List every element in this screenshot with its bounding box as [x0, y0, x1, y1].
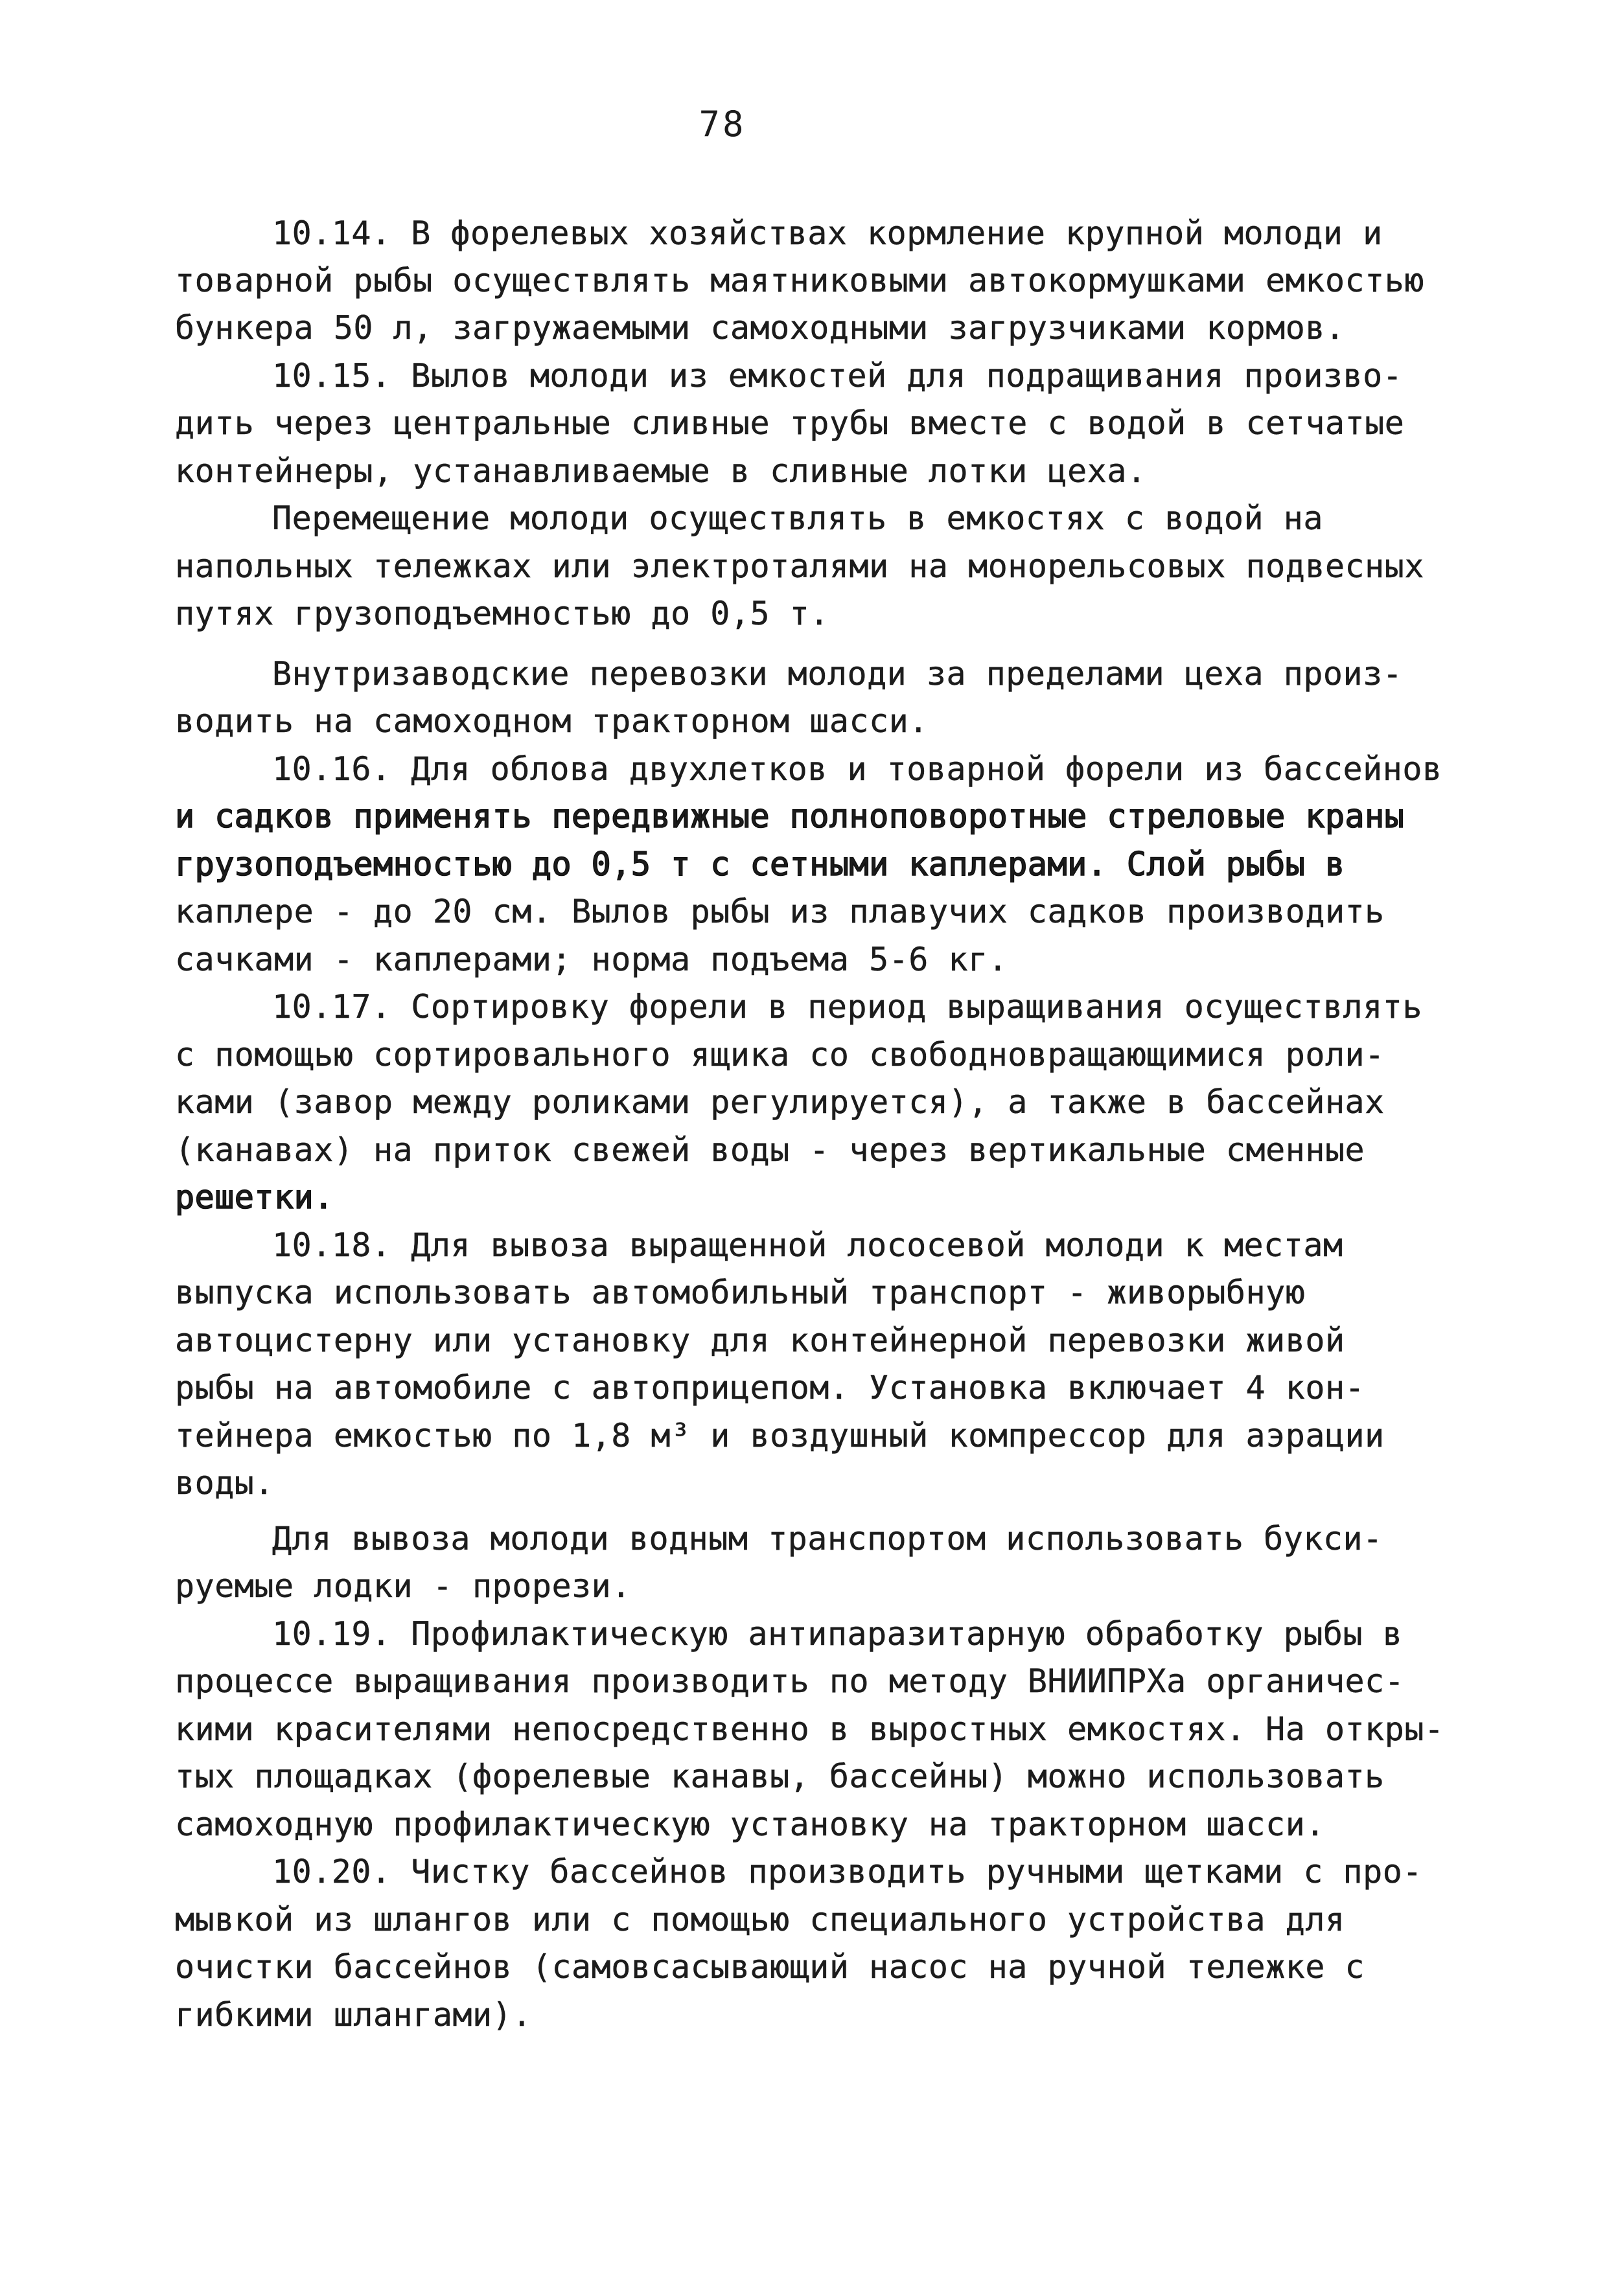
text-line: напольных тележках или электроталями на монорельсовых подвесных	[175, 547, 1424, 585]
text-line: 10.19. Профилактическую антипаразитарную обработку рыбы в	[272, 1615, 1403, 1653]
text-line: руемые лодки - прорези.	[175, 1567, 631, 1605]
text-line: 10.14. В форелевых хозяйствах кормление крупной молоди и	[272, 214, 1383, 252]
text-line: Для вывоза молоди водным транспортом использовать букси-	[272, 1520, 1383, 1557]
text-line: 10.17. Сортировку форели в период выращивания осуществлять	[272, 988, 1422, 1026]
text-line: путях грузоподъемностью до 0,5 т.	[175, 595, 829, 632]
text-line: воды.	[175, 1464, 275, 1502]
text-line: грузоподъемностью до 0,5 т с сетными каплерами. Слой рыбы в	[175, 845, 1345, 883]
text-line: сачками - каплерами; норма подъема 5-6 кг.	[175, 941, 1008, 978]
text-line: 10.15. Вылов молоди из емкостей для подращивания произво-	[272, 357, 1403, 395]
text-line: тых площадках (форелевые канавы, бассейны) можно использовать	[175, 1758, 1385, 1795]
text-line: выпуска использовать автомобильный транспорт - живорыбную	[175, 1274, 1306, 1311]
text-line: гибкими шлангами).	[175, 1996, 532, 2034]
text-line: тейнера емкостью по 1,8 м³ и воздушный компрессор для аэрации	[175, 1417, 1385, 1454]
text-line: 10.16. Для облова двухлетков и товарной форели из бассейнов	[272, 750, 1442, 788]
text-line: процессе выращивания производить по методу ВНИИПРХа органичес-	[175, 1662, 1405, 1700]
text-line: контейнеры, устанавливаемые в сливные лотки цеха.	[175, 452, 1147, 490]
text-line: ками (завор между роликами регулируется), а также в бассейнах	[175, 1083, 1385, 1121]
text-line: водить на самоходном тракторном шасси.	[175, 702, 929, 740]
text-line: решетки.	[175, 1178, 334, 1216]
text-line: 10.18. Для вывоза выращенной лососевой молоди к местам	[272, 1226, 1343, 1264]
text-line: самоходную профилактическую установку на тракторном шасси.	[175, 1806, 1325, 1843]
text-line: мывкой из шлангов или с помощью специального устройства для	[175, 1901, 1345, 1938]
text-line: очистки бассейнов (самовсасывающий насос на ручной тележке с	[175, 1948, 1365, 1986]
text-line: автоцистерну или установку для контейнерной перевозки живой	[175, 1322, 1345, 1359]
text-line: Внутризаводские перевозки молоди за пределами цеха произ-	[272, 655, 1403, 693]
text-line: и садков применять передвижные полноповоротные стреловые краны	[175, 798, 1405, 835]
text-line: (канавах) на приток свежей воды - через вертикальные сменные	[175, 1131, 1365, 1169]
text-line: с помощью сортировального ящика со свободновращающимися роли-	[175, 1036, 1385, 1073]
text-line: товарной рыбы осуществлять маятниковыми автокормушками емкостью	[175, 262, 1424, 299]
text-line: бункера 50 л, загружаемыми самоходными загрузчиками кормов.	[175, 309, 1345, 347]
page-number: 78	[699, 104, 746, 144]
text-line: 10.20. Чистку бассейнов производить ручными щетками с про-	[272, 1853, 1422, 1890]
text-line: рыбы на автомобиле с автоприцепом. Установка включает 4 кон-	[175, 1369, 1365, 1406]
text-line: каплере - до 20 см. Вылов рыбы из плавучих садков производить	[175, 893, 1385, 930]
text-line: Перемещение молоди осуществлять в емкостях с водой на	[272, 499, 1323, 537]
text-line: кими красителями непосредственно в выростных емкостях. На откры-	[175, 1710, 1444, 1748]
text-line: дить через центральные сливные трубы вместе с водой в сетчатые	[175, 404, 1405, 442]
